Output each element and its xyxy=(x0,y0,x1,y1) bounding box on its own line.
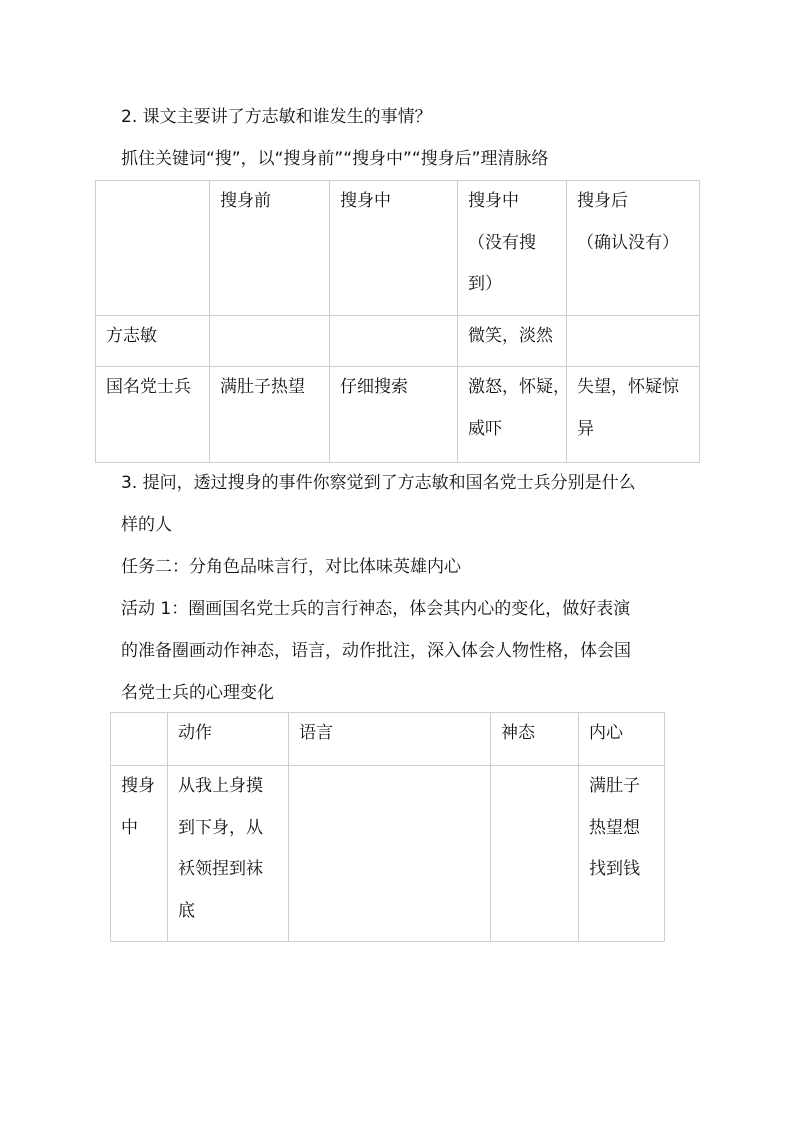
table-cell: 微笑，淡然 xyxy=(458,316,567,367)
header-action: 动作 xyxy=(168,713,289,766)
activity-1-line-3: 名党士兵的心理变化 xyxy=(121,683,274,703)
activity-1-line-2: 的准备圈画动作神态，语言，动作批注，深入体会人物性格，体会国 xyxy=(121,641,631,661)
table-row xyxy=(96,367,700,463)
row-label-fang: 方志敏 xyxy=(96,316,210,367)
question-3-line-1: 3. 提问，透过搜身的事件你察觉到了方志敏和国名党士兵分别是什么 xyxy=(121,473,636,493)
header-inner-mind: 内心 xyxy=(579,713,665,766)
table-cell: 满肚子热望 xyxy=(210,367,330,463)
table-corner-cell xyxy=(96,181,210,316)
table-header-row xyxy=(96,181,700,316)
table-cell xyxy=(210,316,330,367)
question-2: 2. 课文主要讲了方志敏和谁发生的事情？ xyxy=(121,107,432,127)
table-corner-cell xyxy=(111,713,168,766)
header-not-found: 搜身中 （没有搜 到） xyxy=(458,181,567,316)
question-3-line-2: 样的人 xyxy=(121,515,172,535)
table-cell xyxy=(289,766,491,942)
table-cell: 从我上身摸 到下身，从 袄领捏到袜 底 xyxy=(168,766,289,942)
task-2-heading: 任务二：分角色品味言行，对比体味英雄内心 xyxy=(121,557,461,577)
header-during-search: 搜身中 xyxy=(330,181,458,316)
header-speech: 语言 xyxy=(289,713,491,766)
table-cell: 失望，怀疑惊 异 xyxy=(567,367,700,463)
search-timeline-table xyxy=(95,180,700,463)
table-row xyxy=(111,766,665,942)
table-cell: 激怒，怀疑， 威吓 xyxy=(458,367,567,463)
behavior-analysis-table xyxy=(110,712,665,942)
row-label-soldier: 国名党士兵 xyxy=(96,367,210,463)
table-cell: 仔细搜索 xyxy=(330,367,458,463)
keyword-instruction: 抓住关键词“搜”，以“搜身前”“搜身中”“搜身后”理清脉络 xyxy=(121,149,549,169)
table-cell xyxy=(491,766,579,942)
header-expression: 神态 xyxy=(491,713,579,766)
activity-1-line-1: 活动 1：圈画国名党士兵的言行神态，体会其内心的变化，做好表演 xyxy=(121,599,631,619)
table-cell xyxy=(330,316,458,367)
header-before-search: 搜身前 xyxy=(210,181,330,316)
header-after-search: 搜身后 （确认没有） xyxy=(567,181,700,316)
table-cell: 满肚子 热望想 找到钱 xyxy=(579,766,665,942)
table-cell xyxy=(567,316,700,367)
table-row xyxy=(96,316,700,367)
table-header-row xyxy=(111,713,665,766)
row-label-during-search: 搜身 中 xyxy=(111,766,168,942)
